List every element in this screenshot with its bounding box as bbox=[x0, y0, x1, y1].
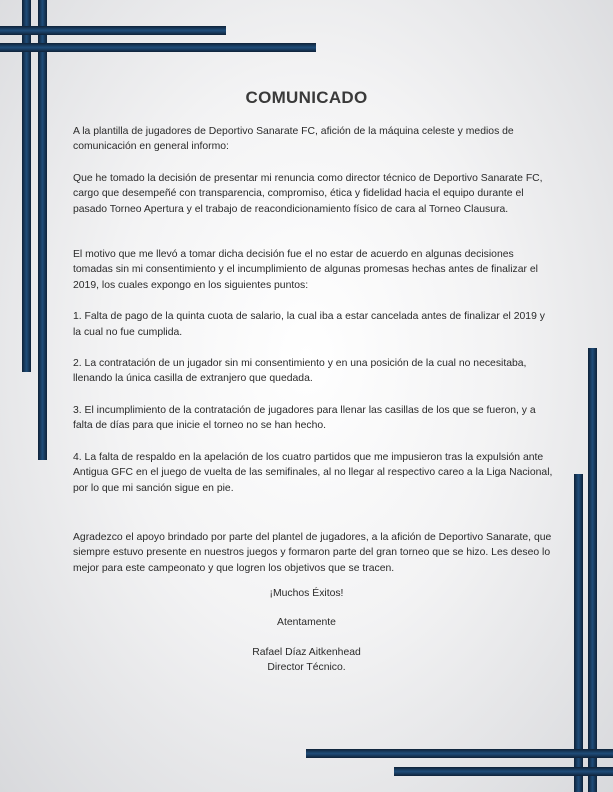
frame-line-vertical-1 bbox=[22, 0, 31, 372]
frame-line-horizontal-1 bbox=[0, 26, 226, 35]
signer-role: Director Técnico. bbox=[267, 662, 346, 674]
frame-line-horizontal-3 bbox=[306, 749, 613, 758]
point-3: 3. El incumplimiento de la contratación de jugadores para llenar las casillas de los que se fueron, y a falta de días para que inicie el torneo no se han hecho. bbox=[73, 404, 536, 432]
frame-line-vertical-2 bbox=[38, 0, 47, 460]
paragraph-resignation: Que he tomado la decisión de presentar mi renuncia como director técnico de Deportivo Sanarate FC, cargo que desempeñé con transparencia, compromiso, ética y fidelidad hacia el equipo durante el pasado Torneo Apertura y el trabajo de reacondicionamiento físico de cara al Torneo Clausura. bbox=[73, 172, 543, 215]
point-4: 4. La falta de respaldo en la apelación de los cuatro partidos que me impusieron tras la expulsión ante Antigua GFC en el juego de vuelta de las semifinales, al no llegar al respectivo careo a la Liga Nacional, por lo que mi sanción sigue en pie. bbox=[73, 451, 553, 494]
letter-body bbox=[73, 124, 553, 592]
letter-closing bbox=[0, 586, 613, 676]
closing-spacer-1 bbox=[0, 601, 613, 615]
frame-line-vertical-3 bbox=[588, 348, 597, 792]
closing-wish: ¡Muchos Éxitos! bbox=[269, 588, 344, 599]
closing-regards: Atentamente bbox=[277, 617, 336, 629]
frame-line-horizontal-4 bbox=[394, 767, 613, 776]
point-1: 1. Falta de pago de la quinta cuota de salario, la cual iba a estar cancelada antes de finalizar el 2019 y la cual no fue cumplida. bbox=[73, 311, 545, 338]
paragraph-reason: El motivo que me llevó a tomar dicha decisión fue el no estar de acuerdo en algunas decisiones tomadas sin mi consentimiento y el incumplimiento de algunas promesas hechas antes de finalizar el 2019, los cuales expongo en los siguientes puntos: bbox=[73, 249, 538, 291]
point-2: 2. La contratación de un jugador sin mi consentimiento y en una posición de la cual no necesitaba, llenando la única casilla de extranjero que quedada. bbox=[73, 358, 527, 385]
closing-spacer-2 bbox=[0, 631, 613, 645]
frame-line-horizontal-2 bbox=[0, 43, 316, 52]
page-title: COMUNICADO bbox=[245, 88, 368, 107]
signer-name: Rafael Díaz Aitkenhead bbox=[252, 646, 361, 658]
paragraph-intro: A la plantilla de jugadores de Deportivo Sanarate FC, afición de la máquina celeste y medios de comunicación en general informo: bbox=[73, 126, 514, 153]
paragraph-thanks: Agradezco el apoyo brindado por parte del plantel de jugadores, a la afición de Deportivo Sanarate, que siempre estuvo presente en nuestros juegos y formaron parte del gran torneo que se hizo. Les deseo lo mejor para este campeonato y que logren los objetivos que se tracen. bbox=[73, 531, 552, 574]
